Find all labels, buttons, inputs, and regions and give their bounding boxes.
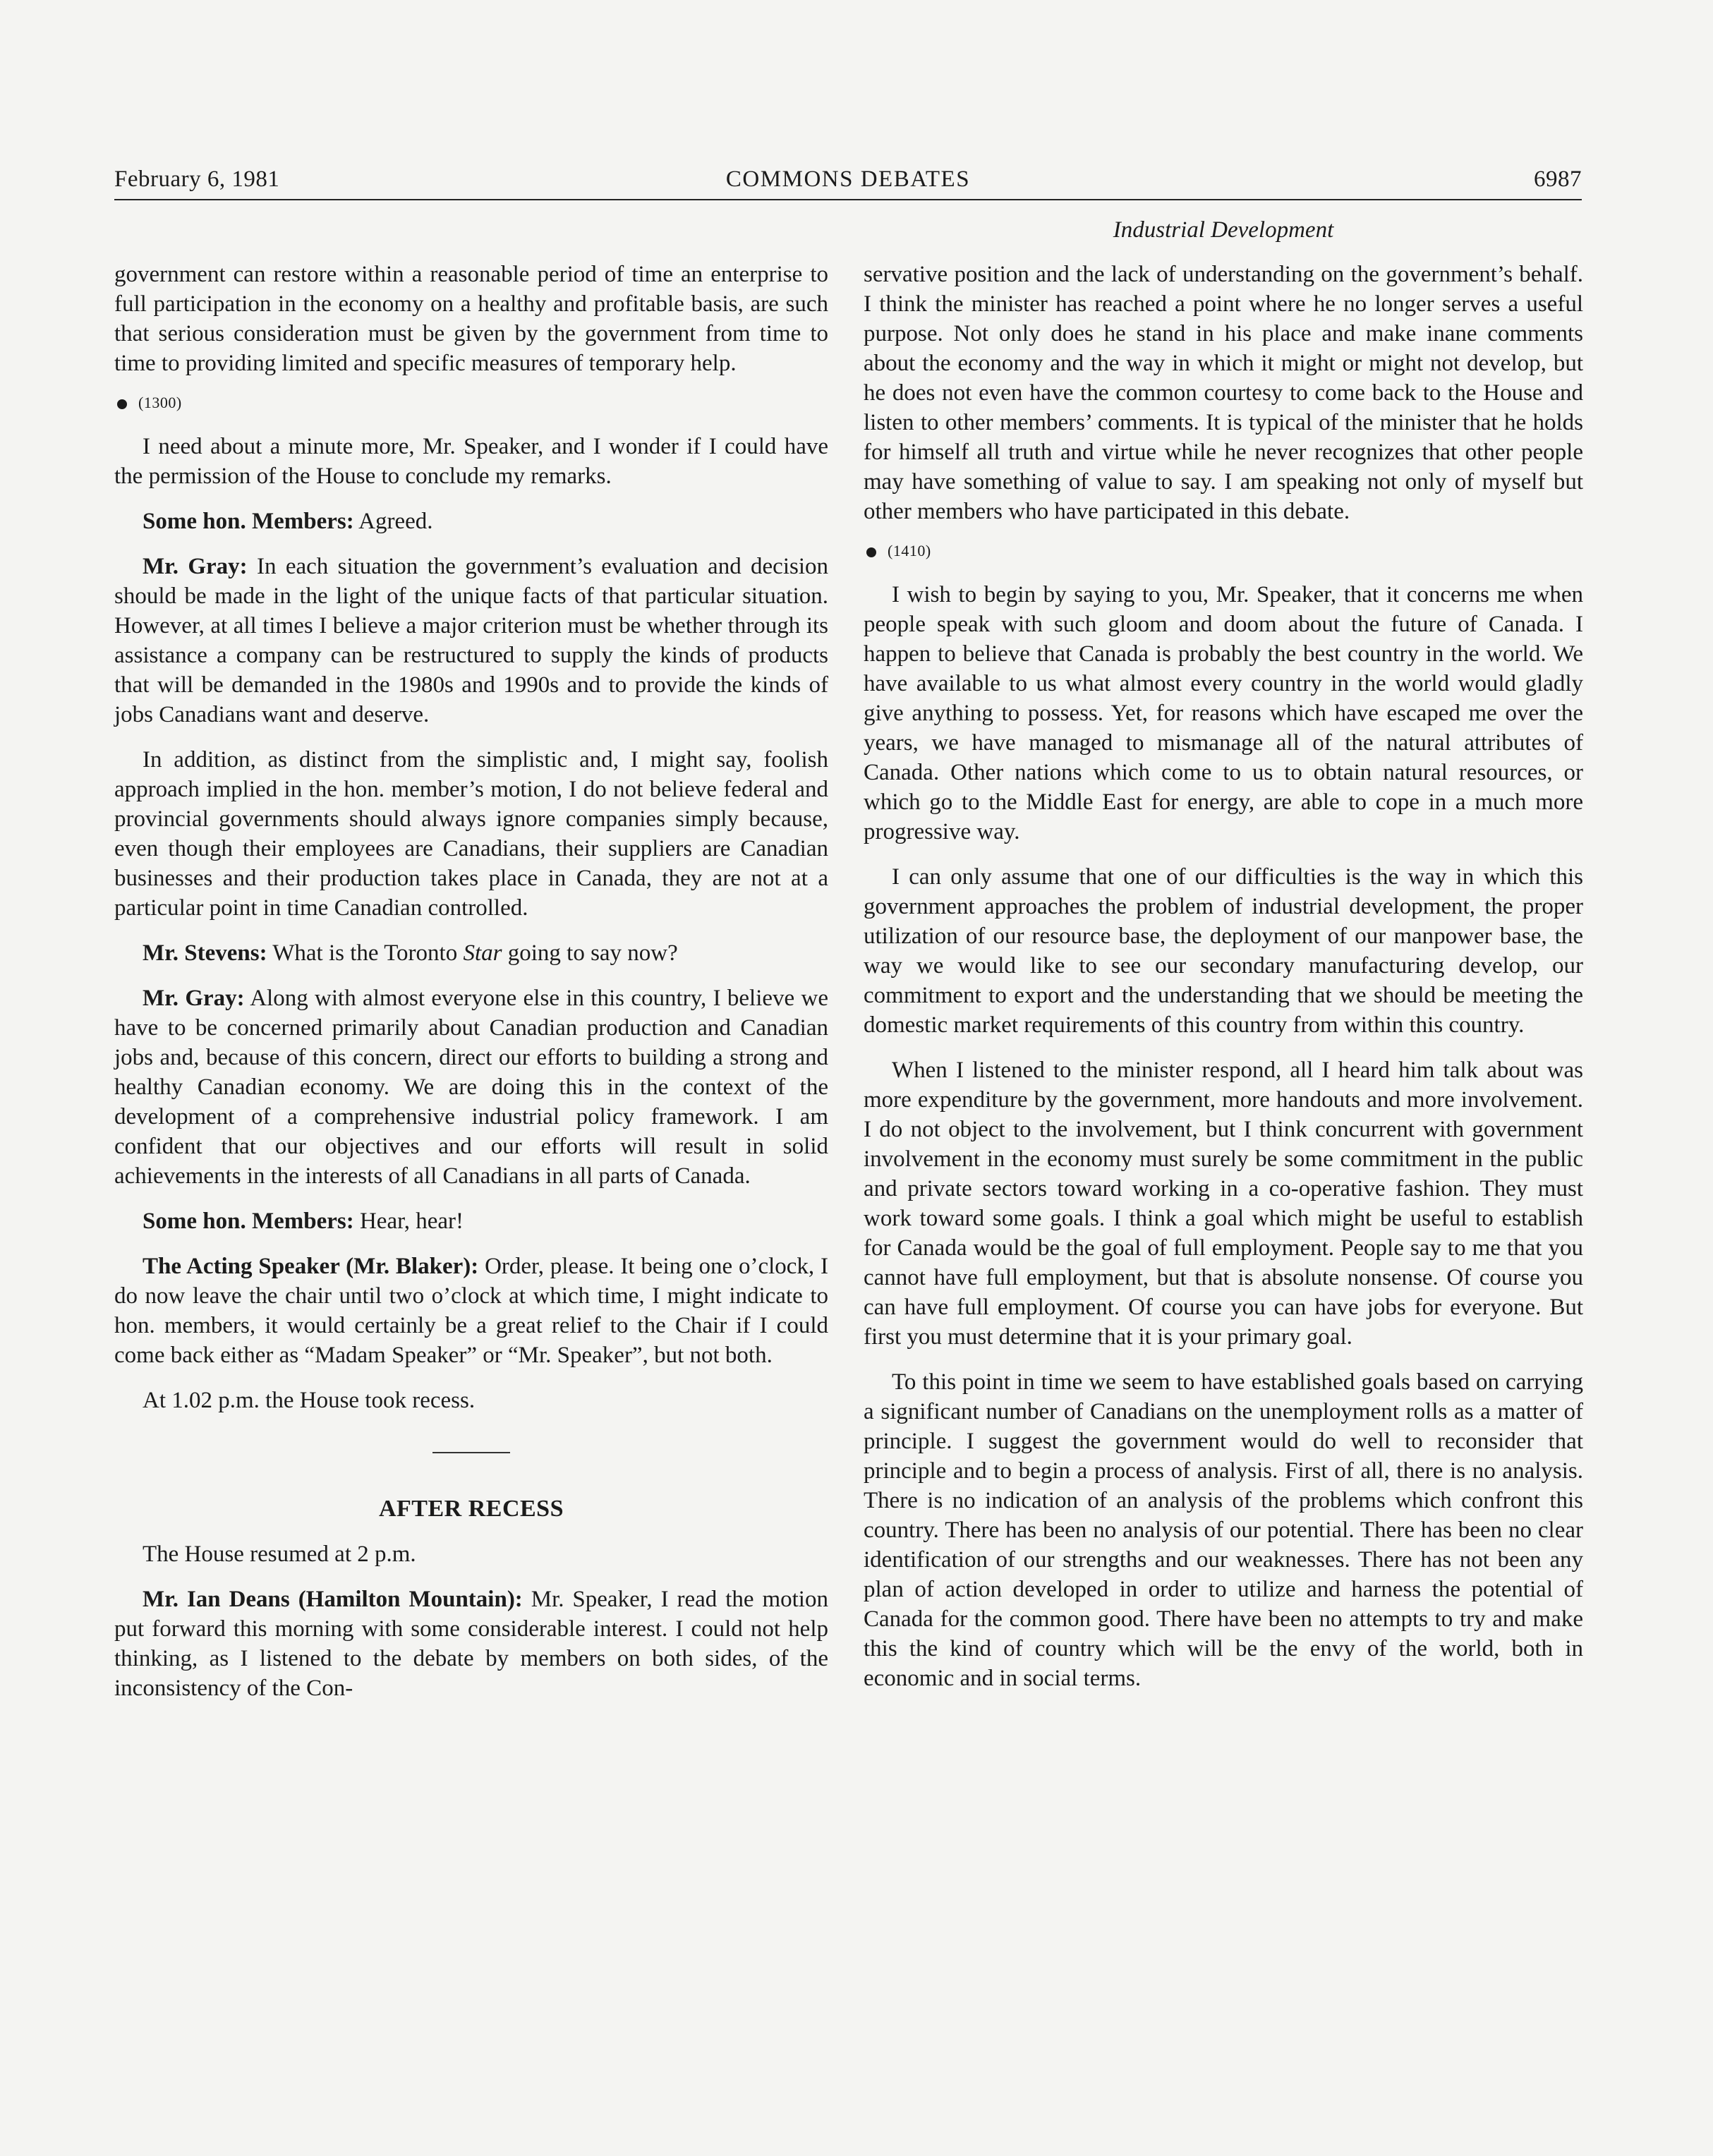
paragraph: I can only assume that one of our difficulties is the way in which this government approaches the problem of industrial development, the proper utilization of our resource base, the deployment of our manpower base, the way we would like to see our secondary manufacturing develop, our commitment to export and the understanding that we should be meeting the domestic market requirements of this country from within this country. <box>864 864 1583 1038</box>
speech-text: Agreed. <box>358 509 433 534</box>
section-heading: AFTER RECESS <box>378 1496 564 1522</box>
paragraph: At 1.02 p.m. the House took recess. <box>143 1388 476 1413</box>
page-header <box>114 164 1582 200</box>
header-page-number: 6987 <box>1534 166 1582 192</box>
right-column <box>864 260 1583 1709</box>
subject-heading: Industrial Development <box>1113 217 1334 243</box>
speaker-name: Mr. Gray: <box>143 986 245 1011</box>
speech-text: going to say now? <box>507 940 678 966</box>
paragraph: In addition, as distinct from the simplistic and, I might say, foolish approach implied in the hon. member’s motion, I do not believe federal and provincial governments should always ignore companies simply because, even though their employees are Canadians, their suppliers are Canadian businesses and their production takes place in Canada, they are not at a particular point in time Canadian controlled. <box>114 747 828 921</box>
paragraph <box>114 938 828 968</box>
paragraph <box>114 1206 828 1236</box>
left-column <box>114 260 828 1719</box>
speaker-name: Some hon. Members: <box>143 509 354 534</box>
speech-text: Order, please. It being one o’clock, I do now leave the chair until two o’clock at which time, I might indicate to hon. members, it would certainly be a great relief to the Chair if I could come back either as “Madam Speaker” or “Mr. Speaker”, but not both. <box>114 1254 828 1368</box>
bullet-icon <box>117 399 127 409</box>
speaker-name: Mr. Gray: <box>143 554 248 579</box>
paragraph: I wish to begin by saying to you, Mr. Speaker, that it concerns me when people speak with such gloom and doom about the future of Canada. I happen to believe that Canada is probably the best country in the world. We have available to us what almost every country in the world would gladly give anything to possess. Yet, for reasons which have escaped me over the years, we have managed to mismanage all of the natural attributes of Canada. Other nations which come to us to obtain natural resources, or which go to the Middle East for energy, are able to cope in a much more progressive way. <box>864 582 1583 844</box>
header-date: February 6, 1981 <box>114 166 280 192</box>
paragraph: The House resumed at 2 p.m. <box>143 1542 416 1567</box>
time-marker <box>866 542 1583 560</box>
speaker-name: The Acting Speaker (Mr. Blaker): <box>143 1254 479 1279</box>
paragraph <box>114 983 828 1191</box>
time-marker-label: (1410) <box>888 542 931 559</box>
time-marker-label: (1300) <box>138 394 182 411</box>
speech-text: In each situation the government’s evaluation and decision should be made in the light of the unique facts of that particular situation. However, at all times I believe a major criterion must be whether through its assistance a company can be restructured to supply the kinds of products that will be demanded in the 1980s and 1990s and to provide the kinds of jobs Canadians want and deserve. <box>114 554 829 727</box>
speech-text: Along with almost everyone else in this country, I believe we have to be concerned primarily about Canadian production and Canadian jobs and, because of this concern, direct our efforts to building a strong and healthy Canadian economy. We are doing this in the context of the development of a comprehensive industrial policy framework. I am confident that our objectives and our efforts will result in solid achievements in the interests of all Canadians in all parts of Canada. <box>114 986 829 1189</box>
bullet-icon <box>866 547 876 557</box>
paragraph <box>114 1585 828 1703</box>
paragraph <box>114 1252 828 1370</box>
speaker-name: Mr. Stevens: <box>143 940 267 966</box>
paragraph: I need about a minute more, Mr. Speaker, and I wonder if I could have the permission of the House to conclude my remarks. <box>114 434 828 489</box>
paragraph <box>114 507 828 536</box>
header-title: COMMONS DEBATES <box>725 166 971 192</box>
speaker-name: Mr. Ian Deans (Hamilton Mountain): <box>143 1587 523 1612</box>
paragraph: government can restore within a reasonable period of time an enterprise to full participation in the economy on a healthy and profitable basis, are such that serious consideration must be given by the government from time to time to providing limited and specific measures of temporary help. <box>114 262 828 376</box>
newspaper-name: Star <box>463 940 502 966</box>
paragraph: To this point in time we seem to have established goals based on carrying a significant number of Canadians on the unemployment rolls as a matter of principle. I suggest the government would do well to reconsider that principle and to begin a process of analysis. First of all, there is no analysis. There is no indication of an analysis of the problems which confront this country. There has been no analysis of our potential. There has been no clear identification of our strengths and our weaknesses. There has not been any plan of action developed in order to utilize and harness the potential of Canada for the common good. There have been no attempts to try and make this the kind of country which will be the envy of the world, both in economic and in social terms. <box>864 1369 1583 1691</box>
section-divider <box>432 1452 510 1453</box>
paragraph: servative position and the lack of understanding on the government’s behalf. I think the minister has reached a point where he no longer serves a useful purpose. Not only does he stand in his place and make inane comments about the economy and the way in which it might or might not develop, but he does not even have the common courtesy to come back to the House and listen to other members’ comments. It is typical of the minister that he holds for himself all truth and virtue while he never recognizes that other people may have something of value to say. I am speaking not only of myself but other members who have participated in this debate. <box>864 262 1583 524</box>
paragraph: When I listened to the minister respond, all I heard him talk about was more expenditure by the government, more handouts and more involvement. I do not object to the involvement, but I think concurrent with government involvement in the economy must surely be some commitment in the public and private sectors toward working in a co-operative fashion. They must work toward some goals. I think a goal which might be useful to establish for Canada would be the goal of full employment. People say to me that you cannot have full employment, but that is absolute nonsense. Of course you can have full employment. Of course you can have jobs for everyone. But first you must determine that it is your primary goal. <box>864 1058 1583 1350</box>
speech-text: Mr. Speaker, I read the motion put forward this morning with some considerable interest. I could not help thinking, as I listened to the debate by members on both sides, of the inconsistency of the Con- <box>114 1587 828 1701</box>
speech-text: What is the Toronto <box>272 940 458 966</box>
time-marker <box>117 394 828 412</box>
speech-text: Hear, hear! <box>359 1209 464 1234</box>
paragraph <box>114 552 828 729</box>
speaker-name: Some hon. Members: <box>143 1209 354 1234</box>
